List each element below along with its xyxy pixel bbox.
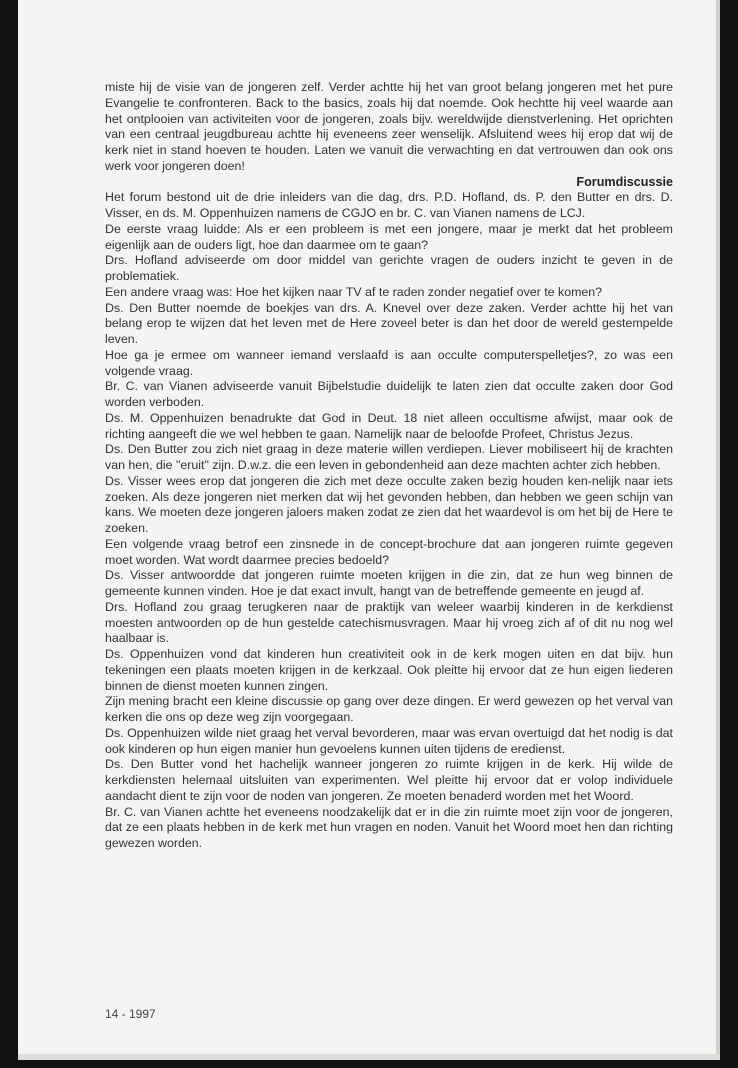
paragraph: Br. C. van Vianen adviseerde vanuit Bijbelstudie duidelijk te laten zien dat occulte zaken door God worden verboden. [105, 379, 673, 409]
section-heading: Forumdiscussie [576, 174, 673, 189]
paragraph: Ds. Oppenhuizen wilde niet graag het verval bevorderen, maar was ervan overtuigd dat het nodig is dat ook kinderen op hun eigen manier hun gevoelens kunnen uiten tijdens de eredienst. [105, 725, 673, 756]
paragraph: Ds. Visser wees erop dat jongeren die zich met deze occulte zaken bezig houden ken-nelijk naar iets zoeken. Als deze jongeren niet merken dat wij het gevonden hebben, dan hebben we geen schijn van kans. We moeten deze jongeren jaloers maken zodat ze zien dat het waardevol is om het bij de Here te zoeken. [105, 473, 673, 535]
paragraph: Een volgende vraag betrof een zinsnede in de concept-brochure dat aan jongeren ruimte gegeven moet worden. Wat wordt daarmee precies bedoeld? [105, 536, 673, 567]
paragraph: Ds. Den Butter noemde de boekjes van drs. A. Knevel over deze zaken. Verder achtte hij het van belang erop te wijzen dat het leven met de Here zoveel beter is dan het door de wereld gestempelde leven. [105, 300, 673, 346]
paragraph: Br. C. van Vianen achtte het eveneens noodzakelijk dat er in die zin ruimte moet zijn voor de jongeren, dat ze een plaats hebben in de kerk met hun vragen en noden. Vanuit het Woord moet hen dan richting gewezen worden. [105, 804, 673, 850]
article-body [105, 80, 673, 852]
page-edge-right [716, 0, 720, 1060]
paragraph: Drs. Hofland adviseerde om door middel van gerichte vragen de ouders inzicht te geven in de problematiek. [105, 253, 673, 283]
paragraph: Ds. Den Butter zou zich niet graag in deze materie willen verdiepen. Liever mobiliseert hij de krachten van hen, die "eruit" zijn. D.w.z. die een leven in gebondenheid aan deze machten achter zich hebben. [105, 442, 673, 472]
paragraph: Drs. Hofland zou graag terugkeren naar de praktijk van weleer waarbij kinderen in de kerkdienst moesten antwoorden op de hun gestelde catechismusvragen. Maar hij vroeg zich af of dit nu nog wel haalbaar is. [105, 599, 673, 646]
paragraph: Zijn mening bracht een kleine discussie op gang over deze dingen. Er werd gewezen op het verval van kerken die ons op deze weg zijn voorgegaan. [105, 694, 673, 724]
paragraph: Ds. Den Butter vond het hachelijk wanneer jongeren zo ruimte krijgen in de kerk. Hij wilde de kerkdiensten helemaal uitsluiten van experimenten. Wel pleitte hij ervoor dat er volop individuele aandacht dient te zijn voor de noden van jongeren. Ze moeten benaderd worden met het Woord. [105, 757, 673, 803]
intro-paragraph: miste hij de visie van de jongeren zelf. Verder achtte hij het van groot belang jongeren met het pure Evangelie te confronteren. Back to the basics, zoals hij dat noemde. Ook hechtte hij veel waarde aan het ontplooien van activiteiten voor de jongeren, zoals bijv. wereldwijde dienstverlening. Het oprichten van een centraal jeugdbureau achtte hij eveneens zeer wenselijk. Afsluitend wees hij erop dat wij de kerk niet in stand hoeven te houden. Laten we vanuit die verwachting en dat vertrouwen dan ook ons werk voor jongeren doen! [105, 80, 673, 173]
page-number: 14 - 1997 [105, 1007, 156, 1021]
page-edge-bottom [18, 1054, 720, 1060]
paragraph: Ds. M. Oppenhuizen benadrukte dat God in Deut. 18 niet alleen occultisme afwijst, maar ook de richting aangeeft die we wel hebben te gaan. Namelijk naar de beloofde Profeet, Christus Jezus. [105, 410, 673, 441]
document-page [18, 0, 720, 1060]
paragraph: De eerste vraag luidde: Als er een probleem is met een jongere, maar je merkt dat het probleem eigenlijk aan de ouders ligt, hoe dan daarmee om te gaan? [105, 221, 673, 252]
paragraph: Een andere vraag was: Hoe het kijken naar TV af te raden zonder negatief over te komen? [105, 284, 603, 299]
paragraph: Hoe ga je ermee om wanneer iemand verslaafd is aan occulte computerspelletjes?, zo was een volgende vraag. [105, 347, 673, 378]
paragraph: Ds. Visser antwoordde dat jongeren ruimte moeten krijgen in die zin, dat ze hun weg binnen de gemeente kunnen vinden. Hoe je dat exact invult, hangt van de betreffende gemeente en jeugd af. [105, 568, 673, 598]
paragraph: Het forum bestond uit de drie inleiders van die dag, drs. P.D. Hofland, ds. P. den Butter en drs. D. Visser, en ds. M. Oppenhuizen namens de CGJO en br. C. van Vianen namens de LCJ. [105, 190, 673, 220]
paragraph: Ds. Oppenhuizen vond dat kinderen hun creativiteit ook in de kerk mogen uiten en dat bijv. hun tekeningen een plaats moeten krijgen in de kerkzaal. Ook pleitte hij ervoor dat ze hun eigen liederen binnen de dienst moeten kunnen zingen. [105, 647, 673, 693]
